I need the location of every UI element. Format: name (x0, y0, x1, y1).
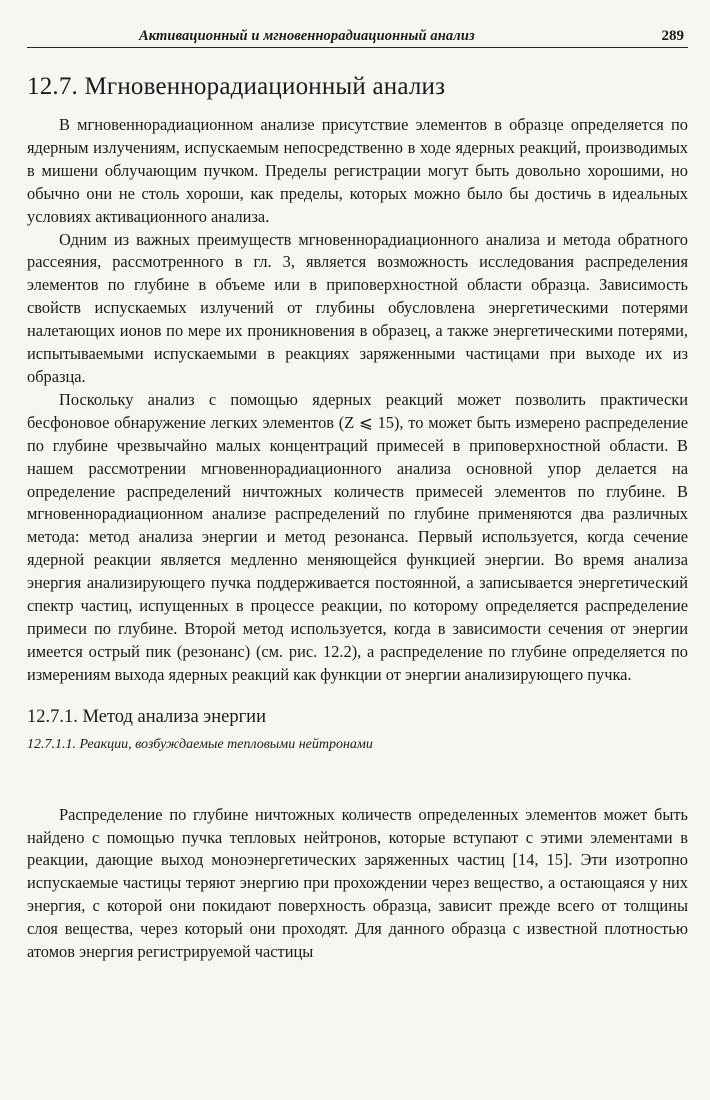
running-header (27, 28, 688, 48)
paragraph-4: Распределение по глубине ничтожных количеств определенных элементов может быть найдено с помощью пучка тепловых нейтронов, которые вступают с этими элементами в реакции, дающие выход моноэнергетических заряженных частиц [14, 15]. Эти изотропно испускаемые частицы теряют энергию при прохождении через вещество, а остающаяся у них энергия, с которой они покидают поверхность образца, зависит прежде всего от толщины слоя вещества, через который они проходят. Для данного образца с известной плотностью атомов энергия регистрируемой частицы (27, 804, 688, 962)
running-title: Активационный и мгновеннорадиационный анализ (139, 28, 475, 44)
paragraph-3: Поскольку анализ с помощью ядерных реакций может позволить практически бесфоновое обнаружение легких элементов (Z ⩽ 15), то может быть измерено распределение по глубине чрезвычайно малых концентраций примесей в приповерхностной области. В нашем рассмотрении мгновеннорадиационного анализа основной упор делается на определение распределений ничтожных количеств примесей элементов по глубине. В мгновеннорадиационном анализе распределений по глубине применяются два различных метода: метод анализа энергии и метод резонанса. Первый используется, когда сечение ядерной реакции является медленно меняющейся функцией энергии. Во время анализа энергия анализирующего пучка поддерживается постоянной, а записывается энергетический спектр частиц, испущенных в процессе реакции, по которому определяется распределение примеси по глубине. Второй метод используется, когда в зависимости сечения от энергии имеется острый пик (резонанс) (см. рис. 12.2), а распределение по глубине определяется по измерениям выхода ядерных реакций как функции от энергии анализирующего пучка. (27, 389, 688, 684)
subsection-title: 12.7.1. Метод анализа энергии (27, 706, 266, 727)
page-number: 289 (661, 28, 684, 44)
paragraph-2: Одним из важных преимуществ мгновеннорадиационного анализа и метода обратного рассеяния, рассмотренного в гл. 3, является возможность исследования распределения элементов по глубине в объеме или в приповерхностной области образца. Зависимость свойств испускаемых излучений от глубины обусловлена энергетическими потерями налетающих ионов по мере их проникновения в образец, а также энергетическими потерями, испытываемыми испускаемыми в реакциях заряженными частицами при выходе их из образца. (27, 229, 688, 386)
section-title: 12.7. Мгновеннорадиационный анализ (27, 73, 446, 100)
paragraph-1: В мгновеннорадиационном анализе присутствие элементов в образце определяется по ядерным излучениям, испускаемым непосредственно в ходе ядерных реакций, производимых в мишени облучающим пучком. Пределы регистрации могут быть довольно хорошими, но обычно они не столь хороши, как пределы, которых можно было бы достичь в идеальных условиях активационного анализа. (27, 115, 688, 226)
subsubsection-title: 12.7.1.1. Реакции, возбуждаемые тепловыми нейтронами (27, 736, 373, 752)
